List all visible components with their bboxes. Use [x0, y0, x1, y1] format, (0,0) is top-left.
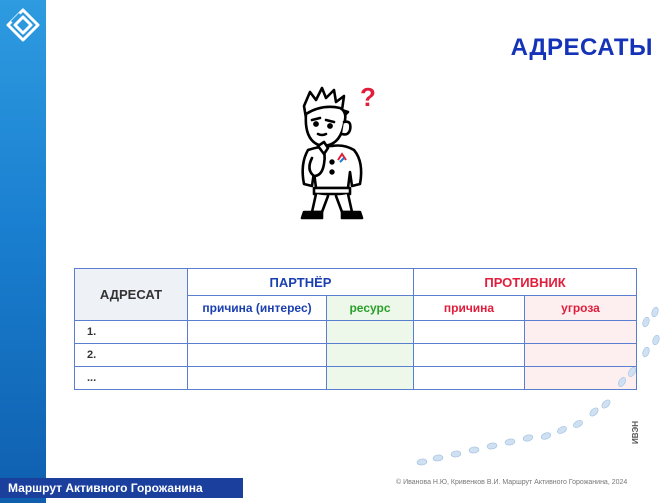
cell-reason-interest — [188, 367, 327, 390]
row-label: ... — [75, 367, 188, 390]
course-name-bar: Маршрут Активного Горожанина — [0, 478, 243, 498]
footprints-icon — [410, 300, 670, 475]
slide-title: АДРЕСАТЫ — [510, 34, 653, 61]
thinking-person-icon — [282, 84, 386, 224]
cell-resource — [327, 367, 414, 390]
cell-reason-interest — [188, 321, 327, 344]
cell-resource — [327, 344, 414, 367]
left-sidebar — [0, 0, 46, 503]
side-label-text: ИВЭН — [631, 421, 640, 444]
cell-reason-interest — [188, 344, 327, 367]
row-label: 2. — [75, 344, 188, 367]
subheader-reason-interest: причина (интерес) — [188, 296, 327, 321]
header-addressee: АДРЕСАТ — [75, 269, 188, 321]
side-label — [631, 400, 664, 470]
copyright-text: © Иванова Н.Ю, Кривенков В.И. Маршрут Активного Горожанина, 2024 — [396, 479, 628, 486]
cell-resource — [327, 321, 414, 344]
header-partner: ПАРТНЁР — [188, 269, 414, 296]
header-opponent: ПРОТИВНИК — [414, 269, 637, 296]
logo-icon — [6, 8, 40, 42]
subheader-threat: угроза — [525, 296, 637, 321]
svg-text:?: ? — [360, 84, 376, 112]
subheader-resource: ресурс — [327, 296, 414, 321]
question-mark-icon — [360, 84, 376, 112]
row-label: 1. — [75, 321, 188, 344]
subheader-reason: причина — [414, 296, 525, 321]
